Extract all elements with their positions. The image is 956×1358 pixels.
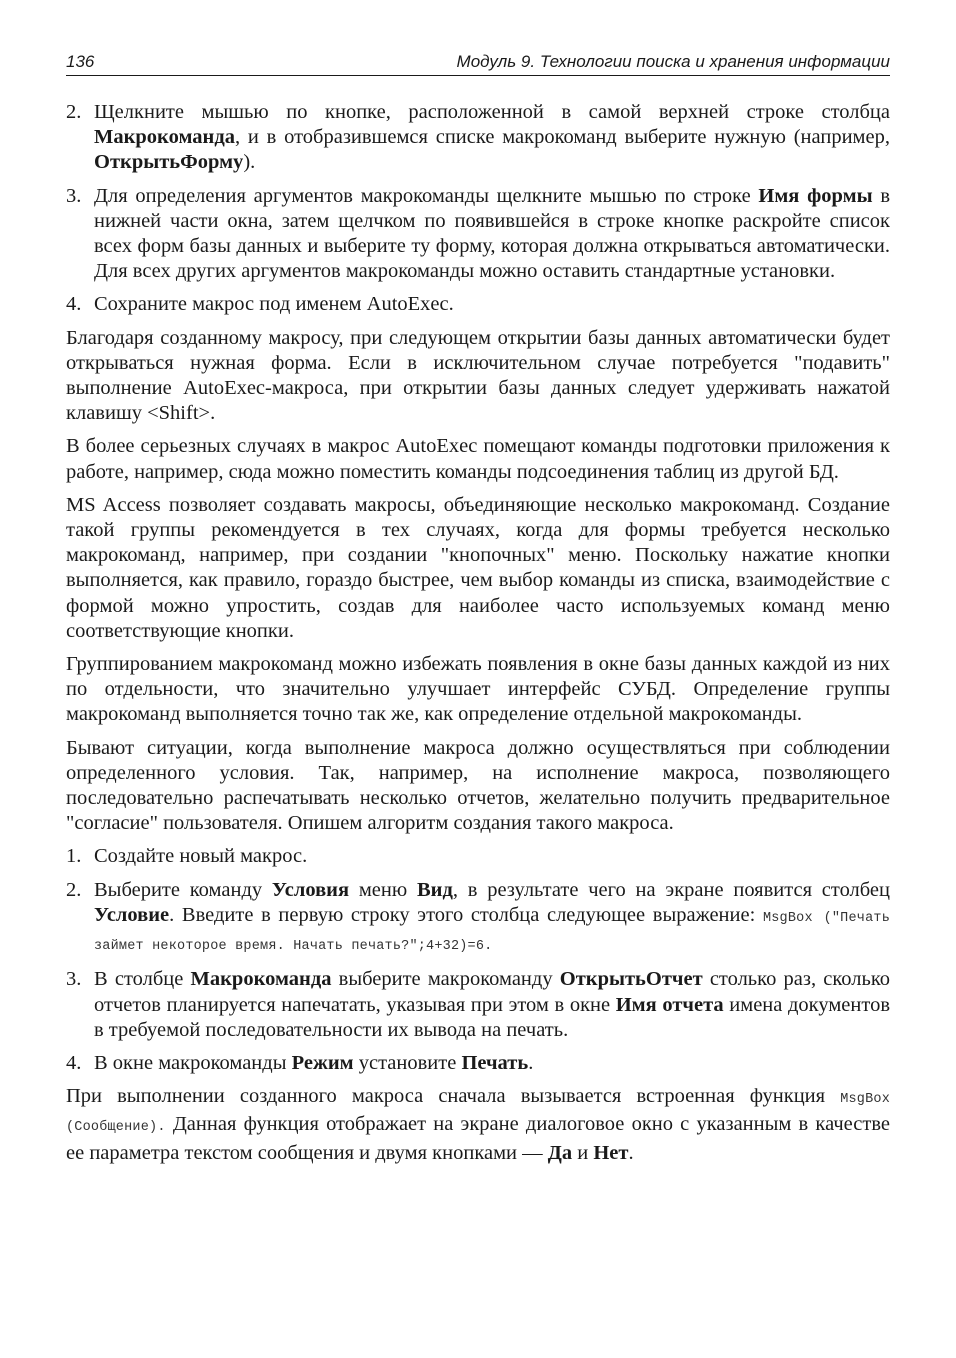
running-title: Модуль 9. Технологии поиска и хранения информации [456,52,890,71]
bold-term: Макрокоманда [94,126,235,149]
list-item-text [94,878,890,960]
bold-term: Режим [291,1051,354,1074]
text-run: Для определения аргументов макрокоманды щелкните мышью по строке [94,184,759,207]
list-number: 4. [66,1051,82,1074]
steps-list-open-form [66,100,890,318]
text-run: В окне макрокоманды [94,1051,292,1074]
list-number: 3. [66,184,82,207]
code-expression: MsgBox ("Печать займет некоторое время. Начать печать?";4+32)=6. [94,910,890,955]
list-item-text [94,1051,890,1076]
bold-term: Печать [461,1051,529,1074]
bold-term: ОткрытьОтчет [559,968,703,991]
bold-term: Нет [593,1141,629,1164]
text-run: в нижней части окна, затем щелчком по появившейся в строке кнопке раскройте список всех форм базы данных и выберите ту форму, которая должна открываться автоматически. Для всех других аргументов макрокоманды можно оставить стандартные установки. [94,184,890,283]
list-item [66,100,890,176]
body-paragraph: Благодаря созданному макросу, при следующем открытии базы данных автоматически будет открываться нужная форма. Если в исключительном случае потребуется "подавить" выполнение AutoExec-макроса, при открытии базы данных следует удерживать нажатой клавишу <Shift>. [66,326,890,425]
page-number: 136 [66,52,95,71]
body-paragraph: Группированием макрокоманд можно избежать появления в окне базы данных каждой из них по отдельности, что значительно улучшает интерфейс СУБД. Определение группы макрокоманд выполняется точно так же, как определение отдельной макрокоманды. [66,653,890,726]
text-run: В столбце [94,968,191,991]
list-number: 1. [66,845,82,868]
text-run: столько раз, сколько отчетов планируется напечатать, указывая при этом в окне [94,968,890,1016]
text-run: Выберите команду [94,878,272,901]
list-item [66,1051,890,1076]
code-expression: MsgBox (Сообщение). [66,1092,890,1136]
running-header [66,52,890,76]
list-item [66,878,890,960]
list-item-text [94,100,890,176]
bold-term: Макрокоманда [190,968,332,991]
page [66,52,890,1174]
list-item-text [94,967,890,1043]
list-item [66,184,890,285]
body-paragraph: MS Access позволяет создавать макросы, объединяющие несколько макрокоманд. Создание такой группы рекомендуется в тех случаях, когда для формы требуется несколько макрокоманд, например, при создании "кнопочных" меню. Поскольку нажатие кнопки выполняется, как правило, гораздо быстрее, чем выбор команды из списка, взаимодействие с формой можно упростить, создав для наиболее часто используемых команд меню соответствующие кнопки. [66,493,890,642]
bold-term: Имя формы [758,184,873,207]
text-run: . [528,1051,534,1074]
text-run: , и в отобразившемся списке макрокоманд выберите нужную (например, [234,126,890,149]
list-item-text: Создайте новый макрос. [94,845,308,868]
list-number: 2. [66,101,82,123]
list-item [66,292,890,317]
text-run: и [572,1141,594,1164]
list-item-text [94,184,890,285]
text-run: выберите макрокоманду [331,968,560,991]
list-item [66,967,890,1043]
bold-term: Да [547,1141,573,1164]
body-paragraph: Бывают ситуации, когда выполнение макроса должно осуществляться при соблюдении определенного условия. Так, например, на исполнение макроса, позволяющего последовательно распечатывать несколько отчетов, желательно получить предварительное "согласие" пользователя. Опишем алгоритм создания такого макроса. [66,736,890,835]
text-run: имена документов в требуемой последовательности их вывода на печать. [94,993,890,1041]
text-run: ). [243,151,256,174]
text-run: . [628,1141,634,1164]
bold-term: ОткрытьФорму [94,151,244,174]
text-run: , в результате чего на экране появится столбец [452,878,891,901]
list-item [66,844,890,869]
text-run: меню [349,878,417,901]
list-number: 3. [66,968,82,991]
bold-term: Условия [271,878,350,901]
steps-list-conditional-macro [66,844,890,1076]
list-number: 4. [66,293,82,316]
bold-term: Имя отчета [615,993,724,1016]
bold-term: Условие [94,903,170,926]
body-paragraph [66,1084,890,1166]
text-run: При выполнении созданного макроса сначала вызывается встроенная функция [66,1085,841,1108]
list-item-text: Сохраните макрос под именем AutoExec. [94,293,454,316]
text-run: установите [353,1051,462,1074]
text-run: Щелкните мышью по кнопке, расположенной в самой верхней строке столбца [94,101,890,123]
list-number: 2. [66,878,82,901]
body-paragraph: В более серьезных случаях в макрос AutoExec помещают команды подготовки приложения к работе, например, сюда можно поместить команды подсоединения таблиц из другой БД. [66,435,890,483]
text-run: . Введите в первую строку этого столбца следующее выражение: [169,903,763,926]
bold-term: Вид [416,878,453,901]
text-run: Данная функция отображает на экране диалоговое окно с указанным в качестве ее параметра текстом сообщения и двумя кнопками — [66,1113,890,1164]
